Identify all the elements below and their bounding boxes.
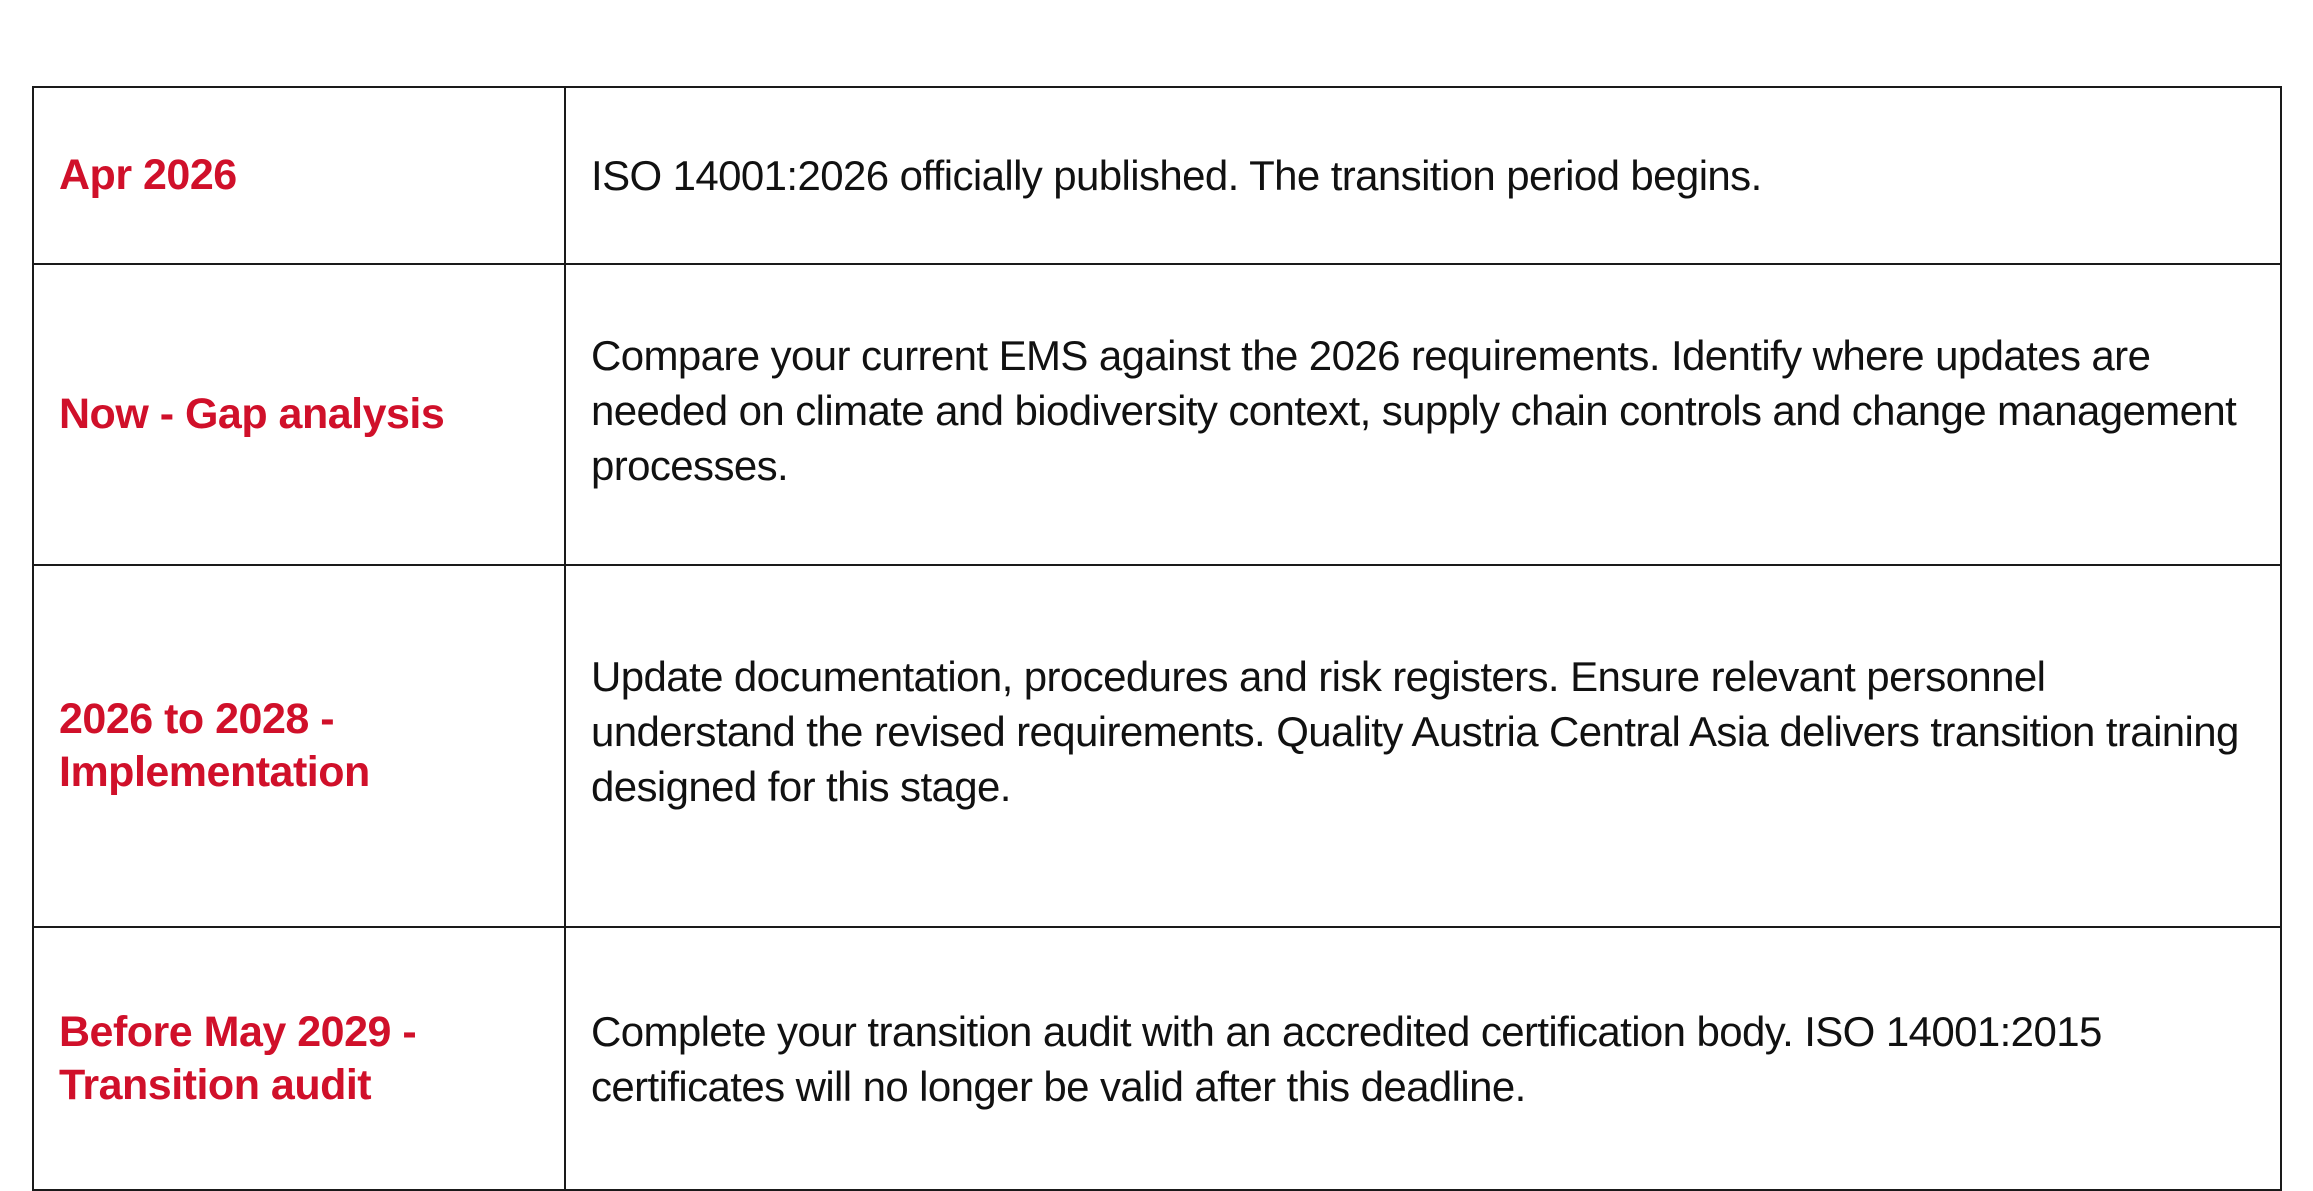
transition-timeline-table bbox=[32, 86, 2282, 1191]
table-row bbox=[33, 87, 2281, 264]
milestone-label: 2026 to 2028 - Implementation bbox=[33, 565, 565, 927]
table-row bbox=[33, 264, 2281, 565]
milestone-label: Before May 2029 - Transition audit bbox=[33, 927, 565, 1190]
table-row bbox=[33, 565, 2281, 927]
milestone-label: Now - Gap analysis bbox=[33, 264, 565, 565]
milestone-description: Complete your transition audit with an accredited certification body. ISO 14001:2015 certificates will no longer be valid after this deadline. bbox=[565, 927, 2281, 1190]
milestone-label: Apr 2026 bbox=[33, 87, 565, 264]
milestone-description: Update documentation, procedures and risk registers. Ensure relevant personnel understand the revised requirements. Quality Austria Central Asia delivers transition training designed for this stage. bbox=[565, 565, 2281, 927]
milestone-description: Compare your current EMS against the 2026 requirements. Identify where updates are needed on climate and biodiversity context, supply chain controls and change management processes. bbox=[565, 264, 2281, 565]
milestone-description: ISO 14001:2026 officially published. The transition period begins. bbox=[565, 87, 2281, 264]
table-row bbox=[33, 927, 2281, 1190]
